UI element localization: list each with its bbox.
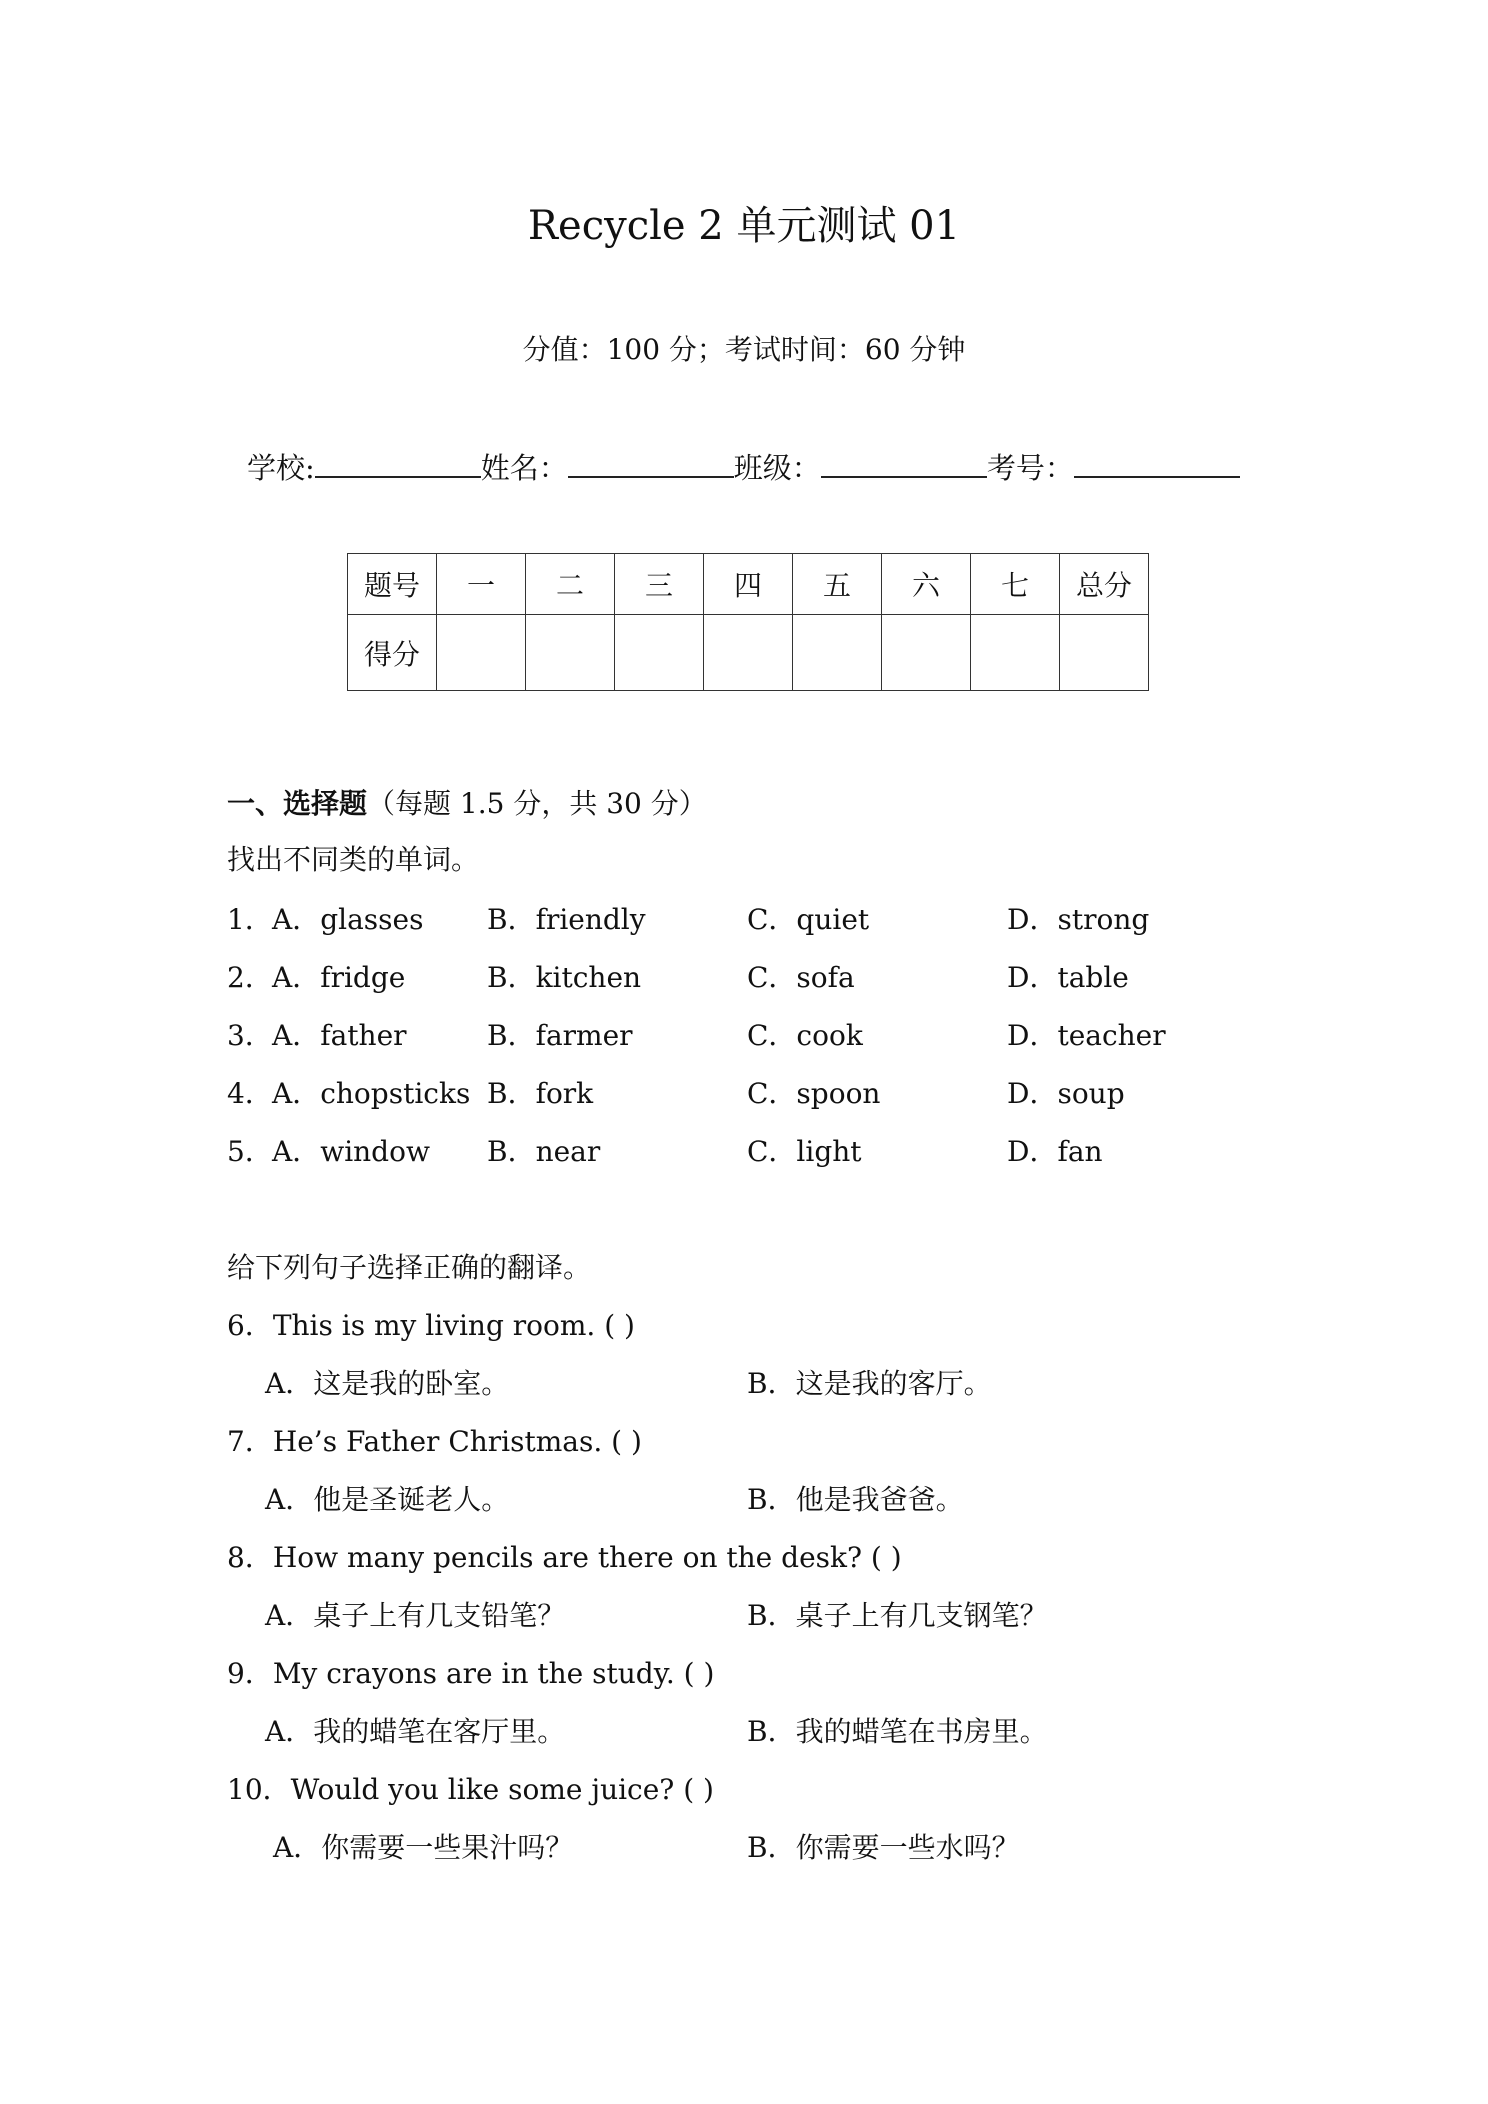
score-cell[interactable] [971,615,1060,691]
question-number: 3． [227,1019,273,1052]
score-header-cell: 三 [615,554,704,615]
score-cell[interactable] [526,615,615,691]
option-c[interactable]: C．spoon [747,1077,881,1110]
score-cell[interactable] [615,615,704,691]
option-a[interactable]: A．glasses [272,903,424,936]
option-d[interactable]: D．soup [1007,1077,1125,1110]
score-table-header-row [348,554,1149,615]
name-blank[interactable] [568,446,734,478]
option-b[interactable]: B．我的蜡笔在书房里。 [747,1715,1048,1748]
translation-question: 6．This is my living room. ( ) [227,1309,635,1342]
option-a[interactable]: A．这是我的卧室。 [265,1367,510,1400]
score-header-cell: 一 [437,554,526,615]
option-c[interactable]: C．sofa [747,961,855,994]
name-label: 姓名： [480,451,568,485]
score-header-cell: 二 [526,554,615,615]
student-info-line [247,446,1240,487]
option-b[interactable]: B．near [487,1135,601,1168]
section-heading [227,782,707,822]
translation-question: 8．How many pencils are there on the desk? ( ) [227,1541,902,1574]
option-c[interactable]: C．light [747,1135,862,1168]
option-a[interactable]: A．chopsticks [272,1077,471,1110]
option-b[interactable]: B．farmer [487,1019,633,1052]
option-b[interactable]: B．他是我爸爸。 [747,1483,964,1516]
exam-no-label: 考号： [986,451,1074,485]
option-b[interactable]: B．kitchen [487,961,642,994]
option-a[interactable]: A．桌子上有几支铅笔？ [265,1599,566,1632]
option-a[interactable]: A．我的蜡笔在客厅里。 [265,1715,566,1748]
page-title: Recycle 2 单元测试 01 [527,203,961,249]
exam-no-blank[interactable] [1074,446,1240,478]
section-note: （每题 1.5 分，共 30 分） [367,787,707,820]
score-cell[interactable] [437,615,526,691]
score-header-cell: 四 [704,554,793,615]
option-b[interactable]: B．fork [487,1077,594,1110]
score-header-cell: 六 [882,554,971,615]
score-table [347,553,1149,691]
option-b[interactable]: B．桌子上有几支钢笔？ [747,1599,1048,1632]
class-label: 班级： [733,451,821,485]
option-d[interactable]: D．table [1007,961,1129,994]
class-blank[interactable] [821,446,987,478]
translation-question: 9．My crayons are in the study. ( ) [227,1657,715,1690]
score-cell[interactable] [882,615,971,691]
option-a[interactable]: A．fridge [272,961,406,994]
question-number: 4． [227,1077,273,1110]
option-c[interactable]: C．quiet [747,903,870,936]
score-table-score-row [348,615,1149,691]
question-number: 5． [227,1135,273,1168]
option-b[interactable]: B．这是我的客厅。 [747,1367,992,1400]
school-label: 学校: [247,451,315,485]
section-title: 一、选择题 [227,787,368,820]
score-header-cell: 题号 [348,554,437,615]
option-a[interactable]: A．father [272,1019,407,1052]
instruction-odd-one-out: 找出不同类的单词。 [227,843,480,876]
score-cell[interactable] [793,615,882,691]
option-a[interactable]: A．他是圣诞老人。 [265,1483,510,1516]
option-b[interactable]: B．你需要一些水吗？ [747,1831,1020,1864]
score-row-label: 得分 [348,615,437,691]
option-d[interactable]: D．fan [1007,1135,1103,1168]
option-a[interactable]: A．你需要一些果汁吗？ [273,1831,574,1864]
score-cell[interactable] [1060,615,1149,691]
option-b[interactable]: B．friendly [487,903,646,936]
score-cell[interactable] [704,615,793,691]
school-blank[interactable] [315,446,481,478]
option-a[interactable]: A．window [272,1135,430,1168]
score-header-cell: 总分 [1060,554,1149,615]
question-number: 2． [227,961,273,994]
instruction-translation: 给下列句子选择正确的翻译。 [227,1251,592,1284]
option-c[interactable]: C．cook [747,1019,863,1052]
exam-info-subtitle: 分值：100 分；考试时间：60 分钟 [522,333,966,366]
option-d[interactable]: D．strong [1007,903,1150,936]
score-header-cell: 五 [793,554,882,615]
score-header-cell: 七 [971,554,1060,615]
translation-question: 10．Would you like some juice? ( ) [227,1773,714,1806]
option-d[interactable]: D．teacher [1007,1019,1166,1052]
translation-question: 7．He’s Father Christmas. ( ) [227,1425,642,1458]
question-number: 1． [227,903,273,936]
